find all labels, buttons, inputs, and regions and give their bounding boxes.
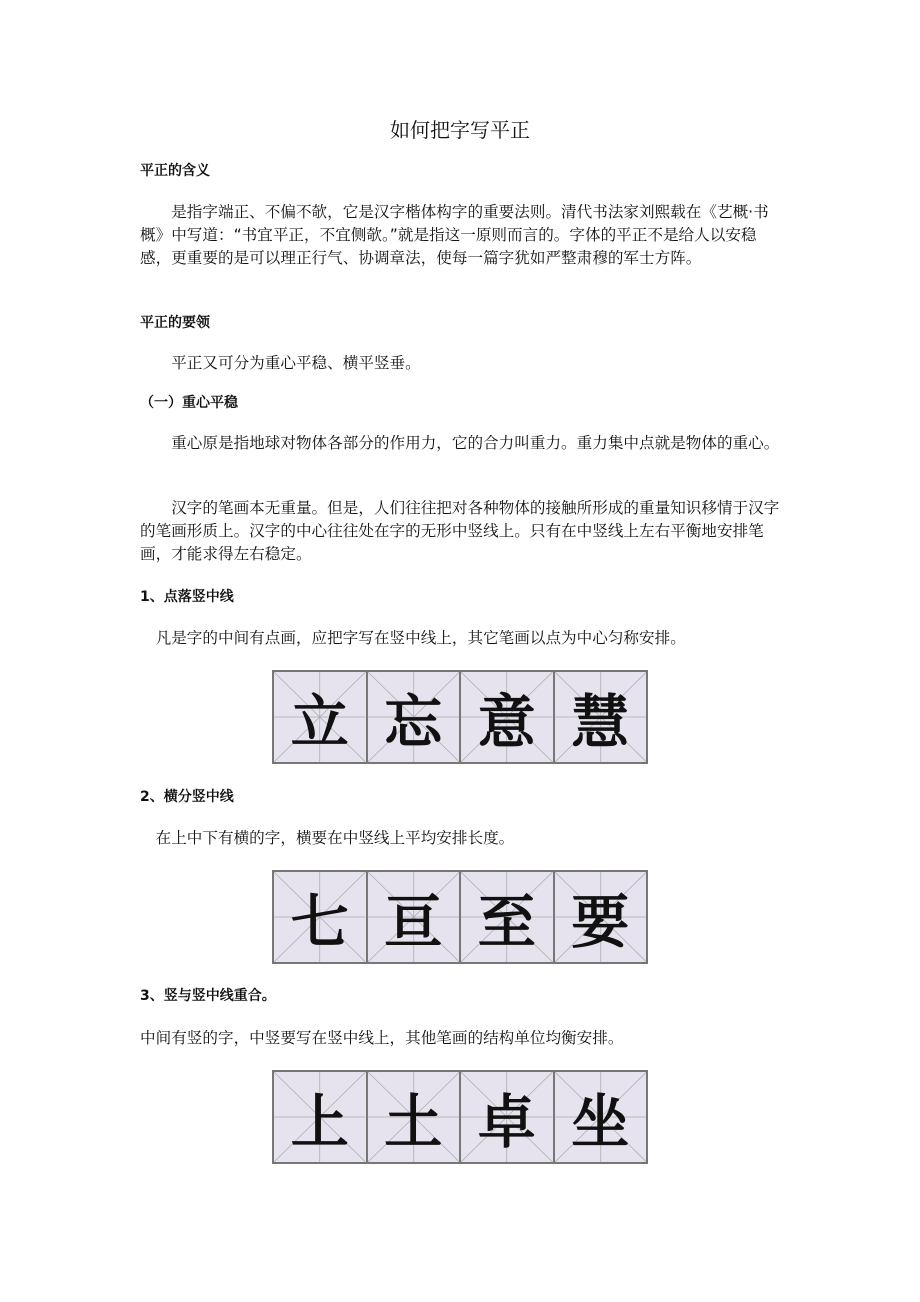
calligraphy-character: 七: [290, 888, 349, 956]
grid-cell: [461, 872, 555, 962]
rule-heading: 1、点落竖中线: [140, 589, 234, 605]
rule-heading: 3、竖与竖中线重合。: [140, 988, 276, 1004]
grid-cell: [368, 1072, 462, 1162]
paragraph: 是指字端正、不偏不欹，它是汉字楷体构字的重要法则。清代书法家刘熙载在《艺概·书概》中写道：“书宜平正，不宜侧欹。”就是指这一原则而言的。字体的平正不是给人以安稳感，更重要的是可以理正行气、协调章法，使每一篇字犹如严整肃穆的军士方阵。: [140, 203, 769, 267]
calligraphy-character: 至: [477, 888, 536, 956]
calligraphy-character: 意: [477, 688, 536, 756]
calligraphy-grid: [272, 870, 648, 964]
grid-cell: [274, 872, 368, 962]
paragraph: 凡是字的中间有点画，应把字写在竖中线上，其它笔画以点为中心匀称安排。: [155, 629, 686, 647]
calligraphy-grid: [272, 670, 648, 764]
calligraphy-character: 坐: [571, 1088, 630, 1156]
calligraphy-character: 慧: [571, 688, 630, 756]
paragraph: 平正又可分为重心平稳、横平竖垂。: [171, 354, 421, 372]
rule-heading: 2、横分竖中线: [140, 789, 234, 805]
calligraphy-grid: [272, 1070, 648, 1164]
calligraphy-character: 亘: [384, 888, 443, 956]
calligraphy-character: 立: [290, 688, 349, 756]
section-heading: （一）重心平稳: [140, 395, 238, 411]
grid-cell: [555, 872, 647, 962]
paragraph: 重心原是指地球对物体各部分的作用力，它的合力叫重力。重力集中点就是物体的重心。: [171, 434, 780, 452]
calligraphy-character: 卓: [477, 1088, 536, 1156]
calligraphy-character: 上: [290, 1088, 349, 1156]
grid-cell: [461, 672, 555, 762]
paragraph: 汉字的笔画本无重量。但是，人们往往把对各种物体的接触所形成的重量知识移情于汉字的笔画形质上。汉字的中心往往处在字的无形中竖线上。只有在中竖线上左右平衡地安排笔画，才能求得左右稳定。: [140, 499, 780, 563]
grid-cell: [555, 672, 647, 762]
grid-cell: [368, 872, 462, 962]
section-heading: 平正的要领: [140, 315, 210, 331]
grid-cell: [274, 1072, 368, 1162]
grid-cell: [274, 672, 368, 762]
grid-cell: [555, 1072, 647, 1162]
calligraphy-character: 土: [384, 1088, 443, 1156]
calligraphy-character: 要: [571, 888, 630, 956]
grid-cell: [368, 672, 462, 762]
paragraph: 中间有竖的字，中竖要写在竖中线上，其他笔画的结构单位均衡安排。: [140, 1029, 624, 1047]
paragraph: 在上中下有横的字，横要在中竖线上平均安排长度。: [155, 829, 515, 847]
calligraphy-character: 忘: [384, 688, 443, 756]
grid-cell: [461, 1072, 555, 1162]
page-title: 如何把字写平正: [390, 118, 530, 142]
section-heading: 平正的含义: [140, 163, 210, 179]
